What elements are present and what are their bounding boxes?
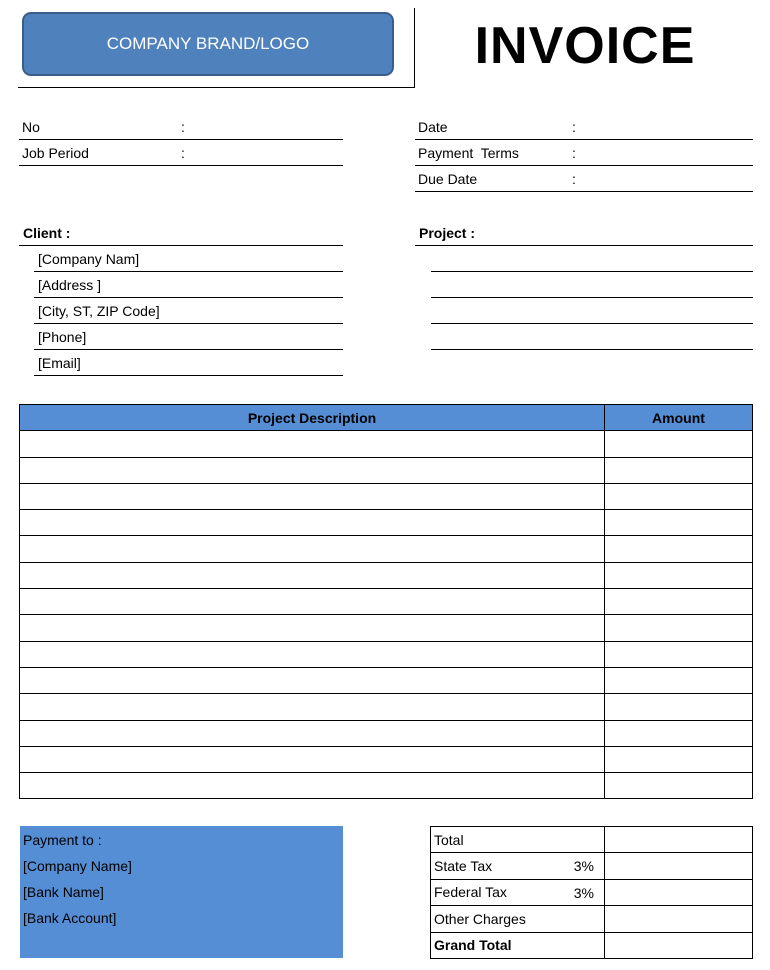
project-line-4[interactable]	[431, 324, 753, 350]
table-row	[20, 720, 753, 746]
other-charges-label: Other Charges	[431, 906, 605, 932]
client-title: Client :	[23, 225, 71, 241]
table-row	[20, 746, 753, 772]
table-row	[20, 536, 753, 562]
payment-company[interactable]: [Company Name]	[23, 858, 132, 874]
items-table	[19, 404, 753, 799]
item-amount-cell[interactable]	[605, 562, 753, 588]
field-job-period-label: Job Period	[22, 145, 89, 161]
totals-row-federal-tax	[431, 879, 753, 905]
table-row	[20, 589, 753, 615]
field-no-label: No	[22, 119, 40, 135]
table-row	[20, 483, 753, 509]
field-no-colon: :	[181, 119, 185, 135]
field-no[interactable]	[19, 114, 343, 140]
table-row	[20, 510, 753, 536]
item-amount-cell[interactable]	[605, 510, 753, 536]
item-amount-cell[interactable]	[605, 483, 753, 509]
totals-row-state-tax	[431, 853, 753, 879]
item-description-cell[interactable]	[20, 431, 605, 457]
client-phone: [Phone]	[38, 329, 87, 345]
invoice-title: INVOICE	[474, 17, 696, 75]
client-city: [City, ST, ZIP Code]	[38, 303, 160, 319]
table-row	[20, 641, 753, 667]
item-amount-cell[interactable]	[605, 457, 753, 483]
header-project-description: Project Description	[20, 405, 605, 431]
company-logo-placeholder: COMPANY BRAND/LOGO	[22, 12, 394, 76]
item-amount-cell[interactable]	[605, 641, 753, 667]
item-amount-cell[interactable]	[605, 720, 753, 746]
table-row	[20, 457, 753, 483]
federal-tax-rate: 3%	[573, 884, 594, 901]
header-divider-vertical	[414, 8, 415, 88]
project-line-2[interactable]	[431, 272, 753, 298]
item-description-cell[interactable]	[20, 746, 605, 772]
item-description-cell[interactable]	[20, 457, 605, 483]
grand-total-label: Grand Total	[431, 932, 605, 958]
table-row	[20, 773, 753, 799]
other-charges-value[interactable]	[605, 906, 753, 932]
totals-row-total	[431, 827, 753, 853]
field-date-colon: :	[572, 119, 576, 135]
field-payment-terms[interactable]	[415, 140, 753, 166]
project-line-1[interactable]	[431, 246, 753, 272]
project-line-3[interactable]	[431, 298, 753, 324]
field-job-period-colon: :	[181, 145, 185, 161]
state-tax-value[interactable]	[605, 853, 753, 879]
client-city-line[interactable]	[34, 298, 343, 324]
total-value[interactable]	[605, 827, 753, 853]
item-description-cell[interactable]	[20, 773, 605, 799]
item-amount-cell[interactable]	[605, 773, 753, 799]
payment-info-box	[20, 826, 343, 958]
federal-tax-value[interactable]	[605, 879, 753, 905]
item-amount-cell[interactable]	[605, 615, 753, 641]
federal-tax-cell	[431, 879, 605, 905]
state-tax-label: State Tax	[434, 858, 493, 875]
totals-table	[430, 826, 753, 959]
field-payment-terms-label: Payment Terms	[418, 145, 519, 161]
payment-title: Payment to :	[23, 832, 102, 848]
project-title: Project :	[419, 225, 476, 241]
client-company-line[interactable]	[34, 246, 343, 272]
total-label: Total	[431, 827, 605, 853]
table-row	[20, 694, 753, 720]
items-table-header	[20, 405, 753, 431]
item-amount-cell[interactable]	[605, 667, 753, 693]
table-row	[20, 615, 753, 641]
federal-tax-label: Federal Tax	[434, 884, 507, 901]
table-row	[20, 431, 753, 457]
item-description-cell[interactable]	[20, 667, 605, 693]
item-description-cell[interactable]	[20, 483, 605, 509]
field-payment-terms-colon: :	[572, 145, 576, 161]
field-date-label: Date	[418, 119, 448, 135]
client-address-line[interactable]	[34, 272, 343, 298]
item-description-cell[interactable]	[20, 615, 605, 641]
header-divider-horizontal	[18, 87, 415, 88]
table-row	[20, 667, 753, 693]
item-description-cell[interactable]	[20, 641, 605, 667]
totals-row-other-charges	[431, 906, 753, 932]
client-email: [Email]	[38, 355, 81, 371]
field-job-period[interactable]	[19, 140, 343, 166]
state-tax-cell	[431, 853, 605, 879]
item-amount-cell[interactable]	[605, 536, 753, 562]
item-description-cell[interactable]	[20, 694, 605, 720]
field-date[interactable]	[415, 114, 753, 140]
item-amount-cell[interactable]	[605, 431, 753, 457]
item-amount-cell[interactable]	[605, 589, 753, 615]
client-phone-line[interactable]	[34, 324, 343, 350]
totals-row-grand-total	[431, 932, 753, 958]
item-description-cell[interactable]	[20, 589, 605, 615]
client-company: [Company Nam]	[38, 251, 140, 267]
table-row	[20, 562, 753, 588]
header-amount: Amount	[605, 405, 753, 431]
item-description-cell[interactable]	[20, 510, 605, 536]
state-tax-rate: 3%	[573, 858, 594, 875]
client-email-line[interactable]	[34, 350, 343, 376]
payment-account[interactable]: [Bank Account]	[23, 910, 117, 926]
item-amount-cell[interactable]	[605, 694, 753, 720]
item-description-cell[interactable]	[20, 562, 605, 588]
grand-total-value[interactable]	[605, 932, 753, 958]
payment-bank[interactable]: [Bank Name]	[23, 884, 104, 900]
field-due-date-label: Due Date	[418, 171, 478, 187]
item-description-cell[interactable]	[20, 536, 605, 562]
client-address: [Address ]	[38, 277, 102, 293]
item-description-cell[interactable]	[20, 720, 605, 746]
item-amount-cell[interactable]	[605, 746, 753, 772]
field-due-date-colon: :	[572, 171, 576, 187]
field-due-date[interactable]	[415, 166, 753, 192]
